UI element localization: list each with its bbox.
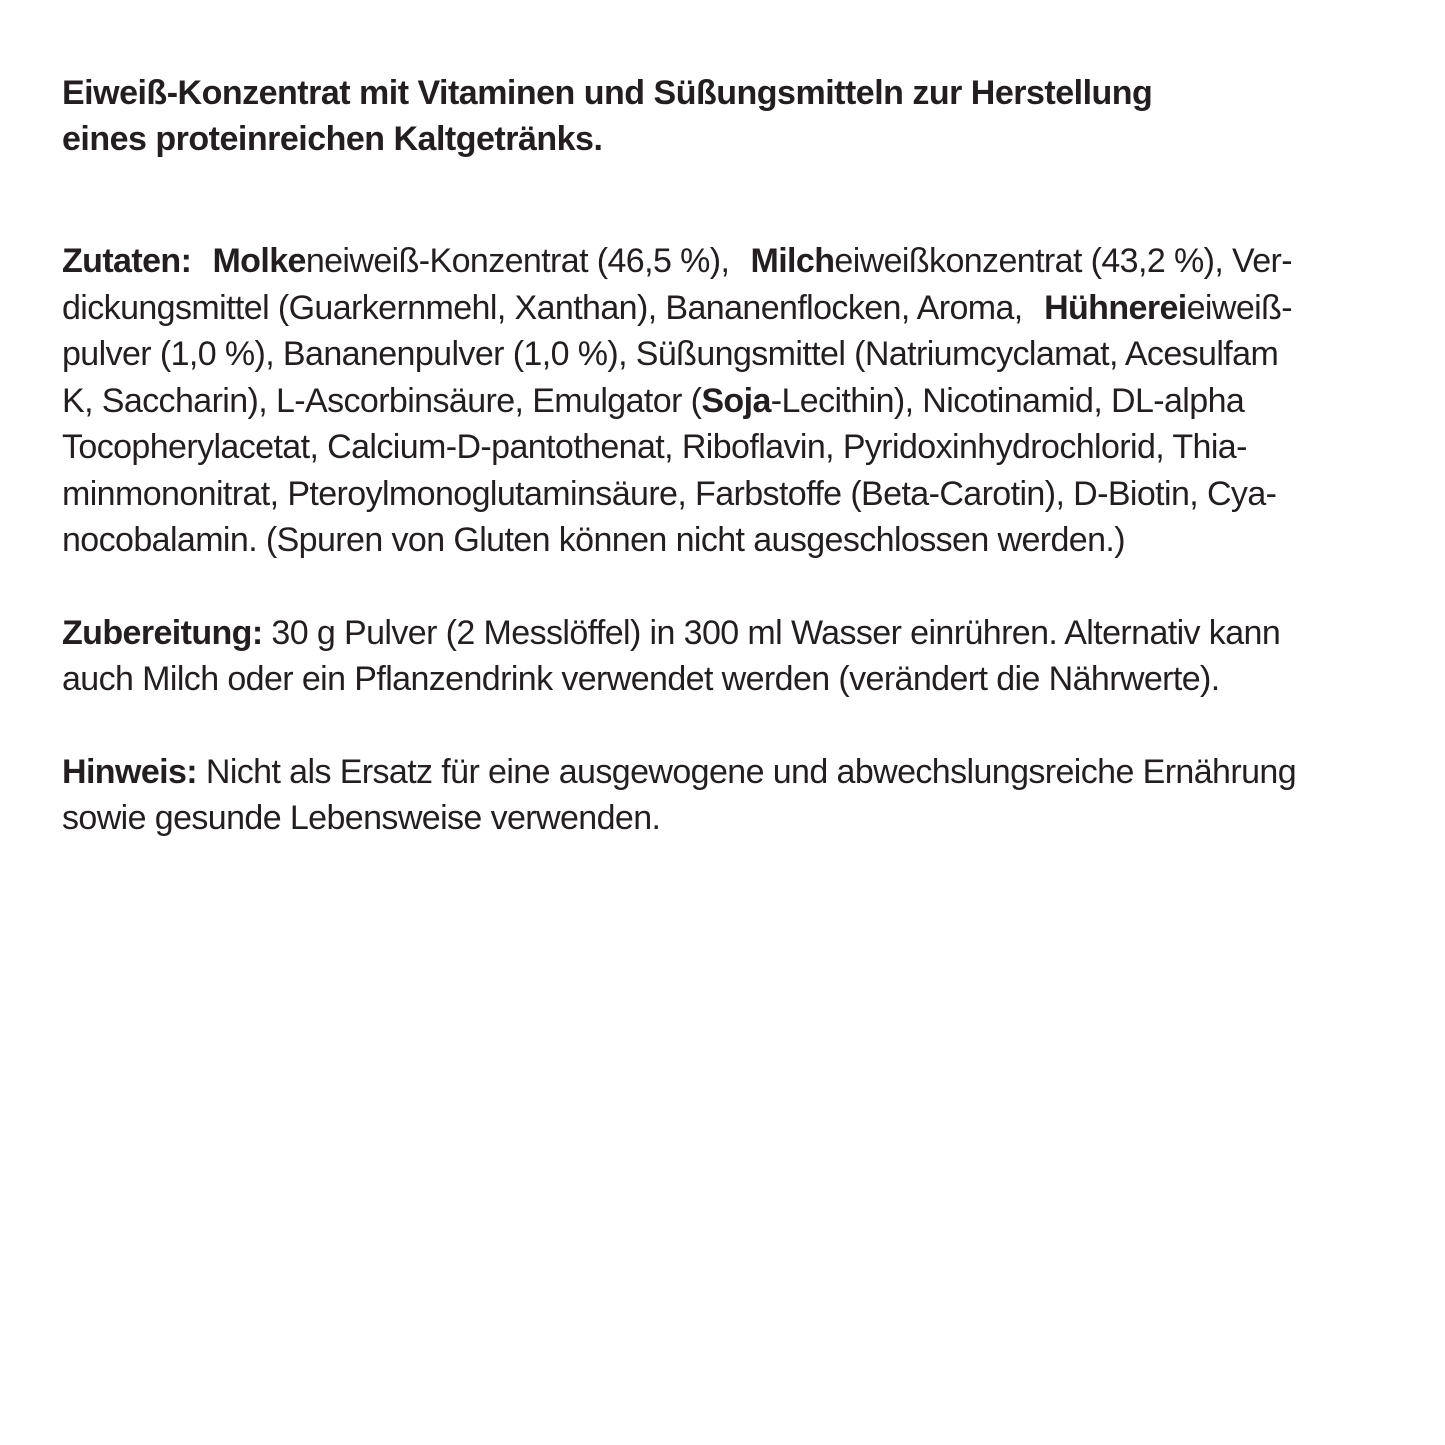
- ingredients-text: Tocopherylacetat, Calcium-D-pantothenat, Riboflavin, Pyridoxinhydrochlorid, Thia-: [62, 428, 1247, 466]
- ingredients-text: neiweiß-Konzentrat (46,5 %),: [305, 242, 730, 280]
- ingredients-text: eiweiß-: [1186, 288, 1292, 327]
- ingredients-text: eiweißkonzentrat (43,2 %), Ver-: [834, 242, 1292, 280]
- allergen-whey: Molke: [212, 242, 306, 280]
- ingredients-line-3: [62, 331, 1292, 378]
- ingredients-text: dickungsmittel (Guarkernmehl, Xanthan), Bananenflocken, Aroma,: [62, 288, 1023, 327]
- notice-line-1: [62, 749, 1297, 796]
- ingredients-line-5: [62, 424, 1292, 471]
- preparation-text: 30 g Pulver (2 Messlöffel) in 300 ml Wasser einrühren. Alternativ kann: [271, 613, 1281, 652]
- ingredients-text: minmononitrat, Pteroylmonoglutaminsäure, Farbstoffe (Beta-Carotin), D-Biotin, Cya-: [62, 474, 1277, 513]
- notice-line-2: sowie gesunde Lebensweise verwenden.: [62, 799, 661, 837]
- allergen-egg: Hühnerei: [1044, 288, 1187, 327]
- notice-label: Hinweis:: [62, 752, 198, 791]
- ingredients-line-6: [62, 471, 1292, 518]
- ingredients-line-4: [62, 378, 1292, 425]
- ingredients-section: [62, 238, 1292, 564]
- preparation-line-2: auch Milch oder ein Pflanzendrink verwendet werden (verändert die Nährwerte).: [62, 660, 1220, 698]
- ingredients-line-2: [62, 285, 1292, 332]
- allergen-milk: Milch: [750, 242, 835, 280]
- notice-section: [62, 749, 1297, 842]
- product-title-line-2: eines proteinreichen Kaltgetränks.: [62, 120, 603, 158]
- product-label-text: [62, 70, 1297, 842]
- preparation-line-1: [62, 610, 1292, 657]
- product-title-line-1: Eiweiß-Konzentrat mit Vitaminen und Süßungsmitteln zur Herstellung: [62, 74, 1153, 112]
- allergen-soy: Soja: [701, 381, 771, 420]
- preparation-section: [62, 610, 1292, 703]
- preparation-label: Zubereitung:: [62, 613, 263, 652]
- ingredients-line-1: [62, 238, 1292, 285]
- notice-text: Nicht als Ersatz für eine ausgewogene und abwechslungsreiche Ernährung: [205, 752, 1297, 791]
- ingredients-line-7: nocobalamin. (Spuren von Gluten können nicht ausgeschlossen werden.): [62, 521, 1125, 559]
- product-title: [62, 70, 1292, 162]
- ingredients-text: pulver (1,0 %), Bananenpulver (1,0 %), Süßungsmittel (Natriumcyclamat, Acesulfam: [62, 335, 1279, 373]
- ingredients-label: Zutaten:: [62, 242, 192, 280]
- ingredients-text: -Lecithin), Nicotinamid, DL-alpha: [770, 381, 1245, 420]
- ingredients-text: K, Saccharin), L-Ascorbinsäure, Emulgator (: [62, 381, 702, 420]
